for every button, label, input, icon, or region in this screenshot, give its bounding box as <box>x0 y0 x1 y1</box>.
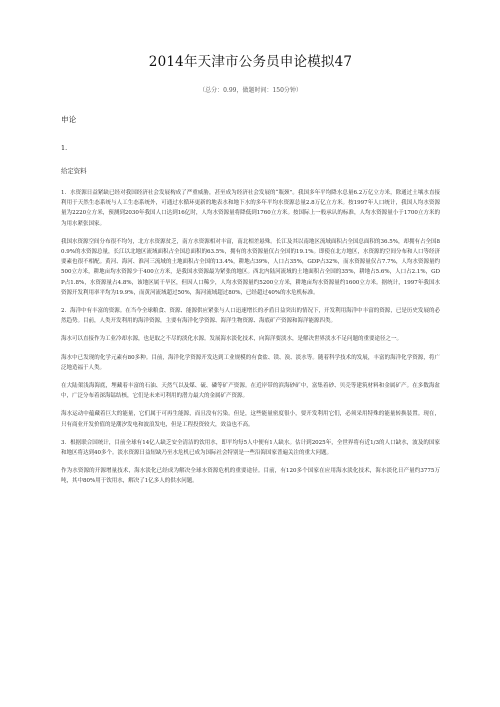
material-paragraph: 2．海洋中有丰富的资源。在当今全球粮食、资源、能源供应紧张与人口迅速增长的矛盾日益突出的情况下，开发利用海洋中丰富的资源，已是历史发展的必然趋势。目前，人类开发利用的海洋资源，主要有海洋化学资源、海洋生物资源、海底矿产资源和海洋能源四类。 <box>61 308 440 325</box>
material-paragraph: 1．水资源日益紧缺已经对我国经济社会发展构成了严重威胁，甚至成为经济社会发展的“瓶颈”。我国多年平均降水总量6.2万亿立方米，除通过土壤水直接利用于天然生态系统与人工生态系统外，可通过水循环更新的地表水和地下水的多年平均水资源总量2.8万亿立方米。按1997年人口统计，我国人均水资源量为2220立方米，预测到2030年我国人口达到16亿时，人均水资源量将降低到1760立方米。按国际上一般承认的标准，人均水资源量小于1700立方米的为用水紧张国家。 <box>61 190 440 227</box>
material-paragraph: 海水中已发现的化学元素有80多种。目前，海洋化学资源开发达到工业规模的有食盐、镁、溴、淡水等。随着科学技术的发展，丰富的海洋化学资源，将广泛地造福于人类。 <box>61 354 440 371</box>
material-paragraph: 我国水资源空间分布很不均匀，北方水资源贫乏，南方水资源相对丰富，南北相差悬殊。长江及其以南地区流域面积占全国总面积的36.5%，却拥有占全国80.9%的水资源总量，长江以北地区流域面积占全国总面积的63.5%，拥有的水资源量仅占全国的19.1%。即使在北方地区，水资源的空间分布和人口等经济要素也很不相配。黄河、海河、淮河三流域的土地面积占全国的13.4%，耕地占39%，人口占35%，GDP占32%，而水资源量仅占7.7%，人均水资源量约500立方米，耕地亩均水资源少于400立方米，是我国水资源最为紧张的地区。西北内陆河流域的土地面积占全国的35%，耕地占5.6%，人口占2.1%，GDP占1.8%，水资源量占4.8%，该地区属干旱区，但因人口稀少，人均水资源量约5200立方米，耕地亩均水资源量约1600立方米。据统计，1997年我国水资源开发利用率平均为19.9%，而黄河流域超过50%，海河流域超过80%，已经超过40%的水危机标准。 <box>61 238 440 296</box>
exam-info-subtitle: （总分：0.99，做题时间：150分钟） <box>199 87 302 94</box>
material-paragraph: 在大陆架浅海海底，埋藏着丰富的石油、天然气以及煤、硫、磷等矿产资源。在近岸带的滨海砂矿中，富集着砂、贝壳等建筑材料和金属矿产。在多数海盆中，广泛分布着深海锰结核，它们是未来可利用的潜力最大的金属矿产资源。 <box>61 383 440 400</box>
material-paragraph: 海水运动中蕴藏着巨大的能量，它们属于可再生能源，而且没有污染。但是，这些能量密度很小，要开发利用它们，必须采用特殊的能量转换装置。现在，只有商业开发价值的是潮汐发电和波浪发电，但是工程投资较大，效益也不高。 <box>61 411 440 428</box>
material-paragraph: 3．根据联合国统计，目前全球有14亿人缺乏安全清洁的饮用水，即平均每5人中便有1人缺水。估计到2025年，全世界将有近1/3的人口缺水，波及的国家和地区将达到40多个。淡水资源日益短缺乃至水危机已成为国际社会特别是一些沿海国家普遍关注的重大问题。 <box>61 439 440 457</box>
material-paragraph: 作为水资源的开源增量技术，海水淡化已经成为解决全球水资源危机的重要途径。目前，有120多个国家在应用海水淡化技术，海水淡化日产量约3775万吨，其中80%用于饮用水，解决了1亿多人的供水问题。 <box>61 468 440 485</box>
material-body <box>61 188 440 487</box>
material-label: 给定资料 <box>61 167 87 175</box>
material-paragraph: 海水可以直接作为工业冷却水源，也是取之不尽的淡化水源。发展海水淡化技术，向海洋要淡水，是解决世界淡水不足问题的重要途径之一。 <box>61 336 403 343</box>
document-title: 2014年天津市公务员申论模拟47 <box>148 54 353 70</box>
question-number: 1. <box>61 144 68 152</box>
section-heading: 申论 <box>61 115 77 124</box>
